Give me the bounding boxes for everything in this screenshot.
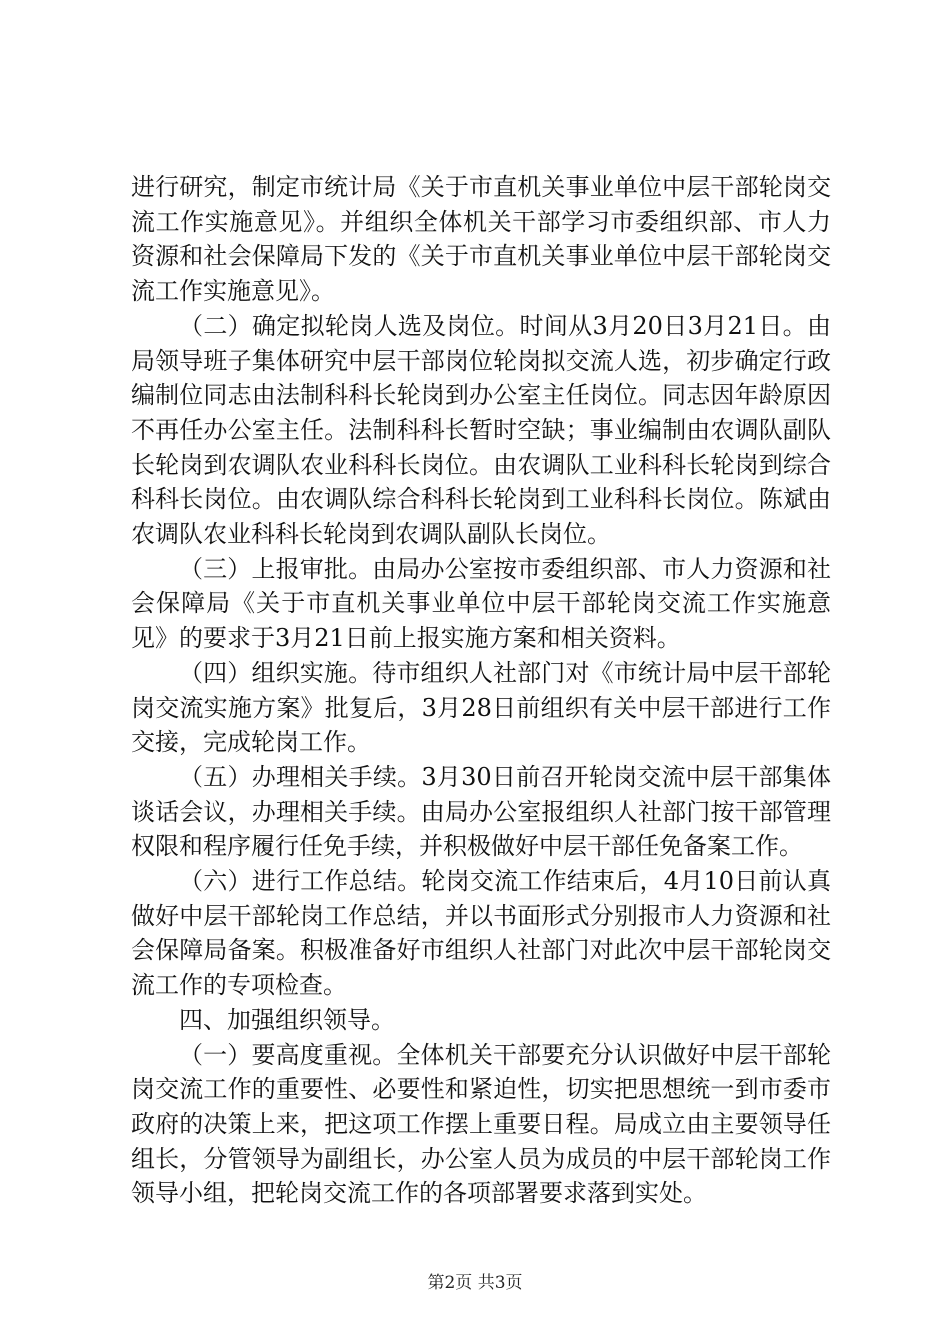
section-heading-4: 四、加强组织领导。: [179, 1005, 395, 1034]
paragraph-continued: 进行研究，制定市统计局《关于市直机关事业单位中层干部轮岗交流工作实施意见》。并组织全体机关干部学习市委组织部、市人力资源和社会保障局下发的《关于市直机关事业单位中层干部轮岗交流工作实施意见》。: [131, 173, 831, 306]
page-footer: 第2页 共3页: [427, 1273, 523, 1293]
paragraph-section-2-6: （六）进行工作总结。轮岗交流工作结束后，4月10日前认真做好中层干部轮岗工作总结，并以书面形式分别报市人力资源和社会保障局备案。积极准备好市组织人社部门对此次中层干部轮岗交流工作的专项检查。: [131, 867, 831, 1000]
paragraph-section-4-1: （一）要高度重视。全体机关干部要充分认识做好中层干部轮岗交流工作的重要性、必要性和紧迫性，切实把思想统一到市委市政府的决策上来，把这项工作摆上重要日程。局成立由主要领导任组长，分管领导为副组长，办公室人员为成员的中层干部轮岗工作领导小组，把轮岗交流工作的各项部署要求落到实处。: [131, 1040, 831, 1208]
paragraph-section-2-5: （五）办理相关手续。3月30日前召开轮岗交流中层干部集体谈话会议，办理相关手续。由局办公室报组织人社部门按干部管理权限和程序履行任免手续，并积极做好中层干部任免备案工作。: [131, 762, 831, 861]
paragraph-section-2-3: （三）上报审批。由局办公室按市委组织部、市人力资源和社会保障局《关于市直机关事业单位中层干部轮岗交流工作实施意见》的要求于3月21日前上报实施方案和相关资料。: [131, 554, 831, 653]
paragraph-section-2-2: （二）确定拟轮岗人选及岗位。时间从3月20日3月21日。由局领导班子集体研究中层干部岗位轮岗拟交流人选，初步确定行政编制位同志由法制科科长轮岗到办公室主任岗位。同志因年龄原因不再任办公室主任。法制科科长暂时空缺；事业编制由农调队副队长轮岗到农调队农业科科长岗位。由农调队工业科科长轮岗到综合科科长岗位。由农调队综合科科长轮岗到工业科科长岗位。陈斌由农调队农业科科长轮岗到农调队副队长岗位。: [131, 311, 831, 549]
document-body: [131, 170, 831, 1211]
paragraph-section-2-4: （四）组织实施。待市组织人社部门对《市统计局中层干部轮岗交流实施方案》批复后，3月28日前组织有关中层干部进行工作交接，完成轮岗工作。: [131, 658, 831, 757]
